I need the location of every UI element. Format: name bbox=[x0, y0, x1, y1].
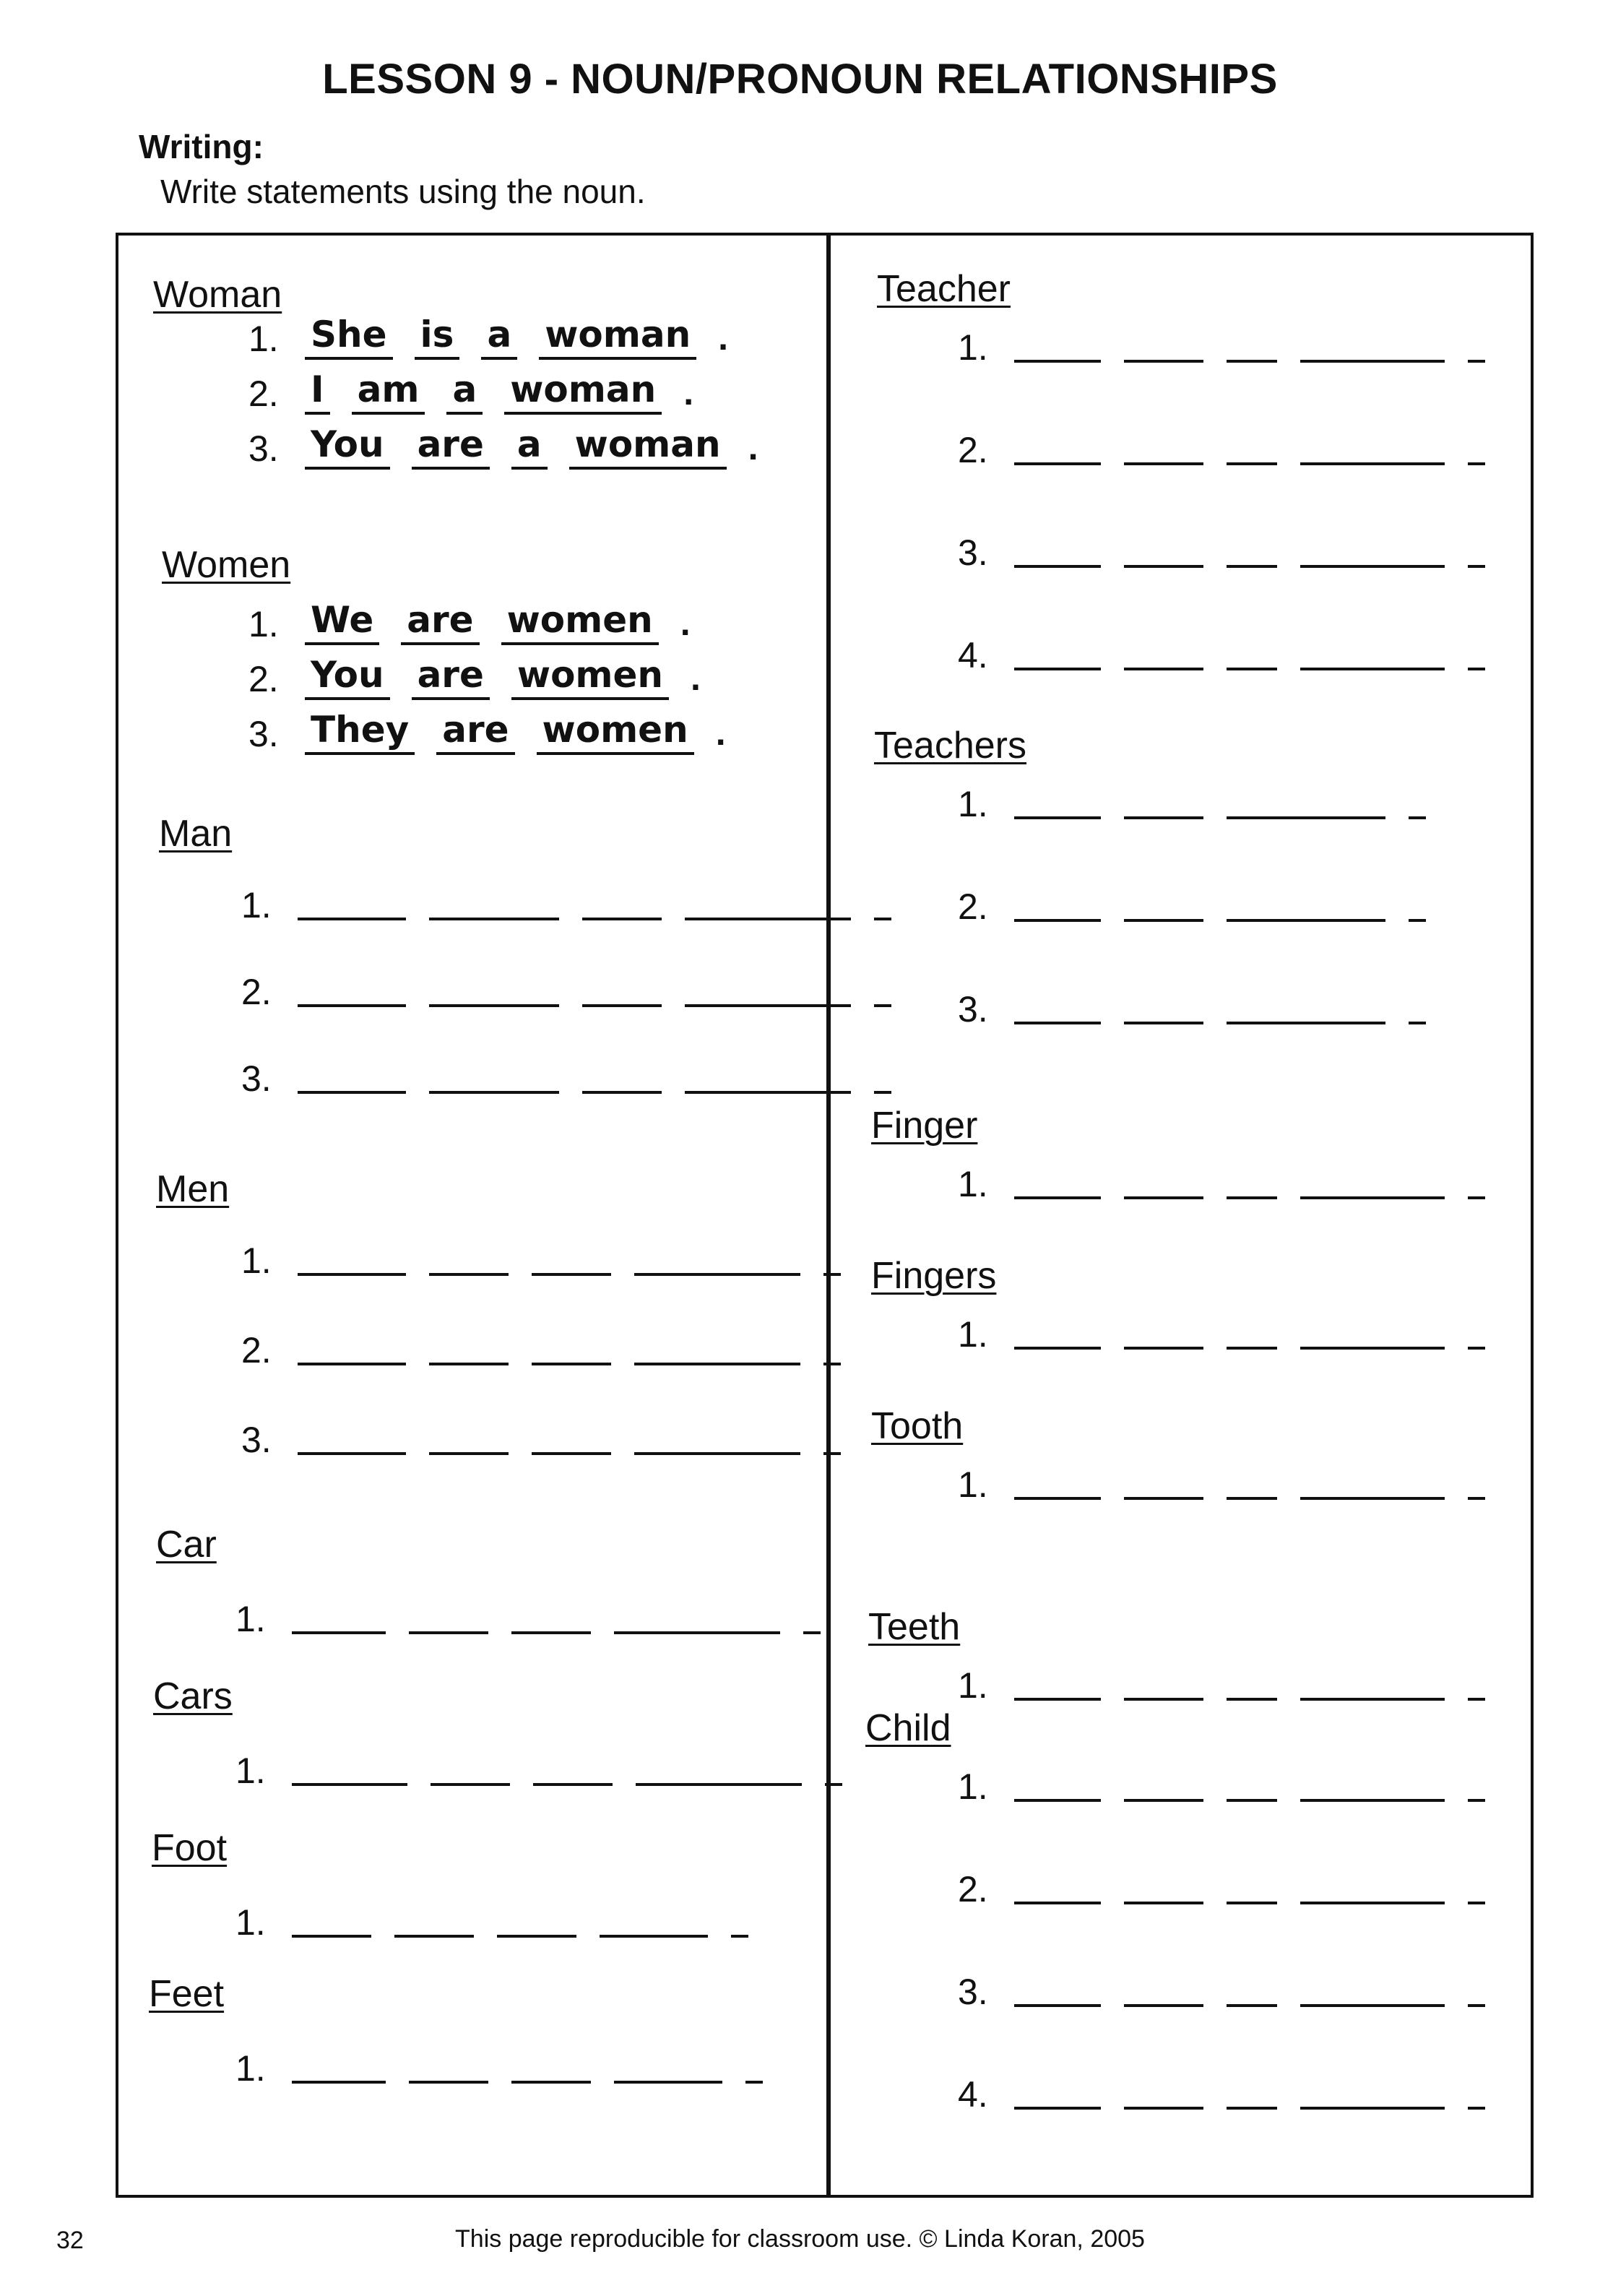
answer-blanks[interactable] bbox=[1014, 360, 1508, 368]
footer-copyright: This page reproducible for classroom use. © Linda Koran, 2005 bbox=[455, 2225, 1145, 2253]
item-number: 2. bbox=[958, 430, 988, 470]
blank-line[interactable] bbox=[1468, 1902, 1485, 1904]
noun-heading-tooth: Tooth bbox=[871, 1405, 964, 1447]
blank-line[interactable] bbox=[533, 1783, 613, 1786]
blank-line[interactable] bbox=[298, 1273, 406, 1276]
answer-line bbox=[235, 1598, 844, 1640]
item-number: 1. bbox=[958, 327, 988, 368]
answer-word: woman bbox=[504, 367, 662, 415]
blank-line[interactable] bbox=[1300, 1902, 1445, 1904]
answer-blanks[interactable] bbox=[1014, 1902, 1508, 1910]
noun-heading-feet: Feet bbox=[149, 1973, 225, 2015]
blank-line[interactable] bbox=[1014, 462, 1101, 465]
answer-blanks[interactable] bbox=[1014, 565, 1508, 574]
blank-line[interactable] bbox=[1227, 462, 1277, 465]
blank-line[interactable] bbox=[1124, 2004, 1203, 2007]
answer-line bbox=[958, 1464, 1508, 1506]
sentence-words bbox=[305, 422, 758, 470]
answer-blanks[interactable] bbox=[298, 1091, 914, 1100]
item-number: 1. bbox=[235, 1751, 266, 1791]
answer-blanks[interactable] bbox=[298, 1452, 864, 1461]
blank-line[interactable] bbox=[1014, 1347, 1101, 1350]
blank-line[interactable] bbox=[394, 1935, 474, 1938]
right-column bbox=[831, 233, 1531, 2198]
blank-line[interactable] bbox=[1468, 1497, 1485, 1500]
item-number: 1. bbox=[235, 2048, 266, 2089]
blank-line[interactable] bbox=[1014, 2004, 1101, 2007]
sentence-period: . bbox=[691, 657, 701, 698]
blank-line[interactable] bbox=[1227, 1347, 1277, 1350]
blank-line[interactable] bbox=[292, 2081, 386, 2084]
answer-blanks[interactable] bbox=[298, 1363, 864, 1371]
noun-heading-woman: Woman bbox=[153, 274, 282, 316]
example-sentence bbox=[248, 312, 728, 360]
answer-blanks[interactable] bbox=[1014, 816, 1449, 825]
sentence-words bbox=[305, 597, 691, 645]
item-number: 1. bbox=[241, 885, 272, 925]
answer-line bbox=[958, 532, 1508, 574]
blank-line[interactable] bbox=[1014, 565, 1101, 568]
blank-line[interactable] bbox=[1468, 2107, 1485, 2110]
item-number: 1. bbox=[958, 1665, 988, 1706]
blank-line[interactable] bbox=[1124, 668, 1203, 670]
answer-word: We bbox=[305, 597, 379, 645]
item-number: 3. bbox=[958, 532, 988, 573]
blank-line[interactable] bbox=[292, 1631, 386, 1634]
blank-line[interactable] bbox=[1124, 1022, 1203, 1024]
blank-line[interactable] bbox=[1124, 919, 1203, 922]
blank-line[interactable] bbox=[1227, 1902, 1277, 1904]
blank-line[interactable] bbox=[409, 2081, 488, 2084]
blank-line[interactable] bbox=[614, 1631, 780, 1634]
answer-line bbox=[958, 1313, 1508, 1355]
example-sentence bbox=[248, 597, 691, 645]
item-number: 2. bbox=[241, 1330, 272, 1371]
answer-word: You bbox=[305, 422, 390, 470]
answer-blanks[interactable] bbox=[298, 1004, 914, 1013]
answer-line bbox=[958, 886, 1449, 928]
blank-line[interactable] bbox=[745, 2081, 763, 2084]
item-number: 3. bbox=[248, 714, 279, 754]
blank-line[interactable] bbox=[429, 1363, 509, 1365]
blank-line[interactable] bbox=[1468, 1196, 1485, 1199]
answer-line bbox=[958, 634, 1508, 676]
answer-blanks[interactable] bbox=[298, 1273, 864, 1282]
answer-word: is bbox=[415, 312, 460, 360]
answer-line bbox=[235, 1902, 771, 1943]
answer-word: woman bbox=[569, 422, 727, 470]
blank-line[interactable] bbox=[1124, 816, 1203, 819]
answer-blanks[interactable] bbox=[1014, 2004, 1508, 2013]
blank-line[interactable] bbox=[1468, 1347, 1485, 1350]
sentence-period: . bbox=[683, 372, 694, 413]
blank-line[interactable] bbox=[1409, 919, 1426, 922]
blank-line[interactable] bbox=[532, 1452, 611, 1455]
blank-line[interactable] bbox=[532, 1273, 611, 1276]
answer-line bbox=[241, 1419, 864, 1461]
blank-line[interactable] bbox=[1300, 2107, 1445, 2110]
blank-line[interactable] bbox=[1014, 1902, 1101, 1904]
blank-line[interactable] bbox=[1124, 1902, 1203, 1904]
item-number: 4. bbox=[958, 635, 988, 676]
answer-word: women bbox=[501, 597, 659, 645]
noun-heading-child: Child bbox=[865, 1707, 951, 1749]
answer-line bbox=[241, 884, 914, 926]
sentence-period: . bbox=[680, 603, 691, 643]
item-number: 3. bbox=[958, 989, 988, 1030]
blank-line[interactable] bbox=[1014, 1196, 1101, 1199]
blank-line[interactable] bbox=[614, 2081, 722, 2084]
example-sentence bbox=[248, 422, 758, 470]
answer-blanks[interactable] bbox=[292, 1935, 771, 1943]
blank-line[interactable] bbox=[634, 1273, 800, 1276]
answer-word: are bbox=[436, 707, 514, 755]
answer-line bbox=[241, 1240, 864, 1282]
blank-line[interactable] bbox=[1300, 565, 1445, 568]
item-number: 2. bbox=[248, 659, 279, 699]
blank-line[interactable] bbox=[1300, 1497, 1445, 1500]
answer-blanks[interactable] bbox=[1014, 1347, 1508, 1355]
answer-word: woman bbox=[539, 312, 696, 360]
blank-line[interactable] bbox=[1227, 2107, 1277, 2110]
blank-line[interactable] bbox=[1409, 816, 1426, 819]
blank-line[interactable] bbox=[1300, 1196, 1445, 1199]
blank-line[interactable] bbox=[1227, 668, 1277, 670]
blank-line[interactable] bbox=[431, 1783, 510, 1786]
item-number: 1. bbox=[958, 1164, 988, 1204]
answer-blanks[interactable] bbox=[1014, 2107, 1508, 2115]
sentence-words bbox=[305, 652, 701, 700]
answer-word: a bbox=[446, 367, 483, 415]
answer-line bbox=[241, 1058, 914, 1100]
noun-heading-men: Men bbox=[156, 1168, 230, 1210]
blank-line[interactable] bbox=[1014, 1022, 1101, 1024]
blank-line[interactable] bbox=[429, 918, 559, 920]
blank-line[interactable] bbox=[1300, 668, 1445, 670]
item-number: 1. bbox=[248, 604, 279, 644]
answer-word: are bbox=[412, 422, 490, 470]
blank-line[interactable] bbox=[409, 1631, 488, 1634]
item-number: 1. bbox=[958, 784, 988, 824]
answer-word: are bbox=[401, 597, 479, 645]
answer-word: women bbox=[537, 707, 694, 755]
page-number: 32 bbox=[56, 2227, 84, 2254]
item-number: 3. bbox=[241, 1058, 272, 1099]
blank-line[interactable] bbox=[1300, 462, 1445, 465]
sentence-period: . bbox=[718, 317, 729, 358]
sentence-words bbox=[305, 312, 728, 360]
answer-word: are bbox=[412, 652, 490, 700]
item-number: 3. bbox=[248, 428, 279, 469]
item-number: 2. bbox=[958, 1869, 988, 1909]
item-number: 1. bbox=[958, 1464, 988, 1505]
blank-line[interactable] bbox=[1227, 1698, 1277, 1701]
blank-line[interactable] bbox=[803, 1631, 821, 1634]
item-number: 2. bbox=[241, 972, 272, 1012]
blank-line[interactable] bbox=[1468, 2004, 1485, 2007]
answer-line bbox=[235, 2047, 786, 2089]
blank-line[interactable] bbox=[1014, 2107, 1101, 2110]
blank-line[interactable] bbox=[511, 2081, 591, 2084]
answer-line bbox=[958, 327, 1508, 368]
blank-line[interactable] bbox=[685, 918, 851, 920]
blank-line[interactable] bbox=[634, 1363, 800, 1365]
answer-blanks[interactable] bbox=[1014, 919, 1449, 928]
blank-line[interactable] bbox=[1300, 360, 1445, 363]
blank-line[interactable] bbox=[1227, 360, 1277, 363]
blank-line[interactable] bbox=[1227, 2004, 1277, 2007]
answer-line bbox=[958, 1766, 1508, 1808]
answer-line bbox=[241, 971, 914, 1013]
instruction-text: Write statements using the noun. bbox=[160, 173, 646, 210]
blank-line[interactable] bbox=[582, 918, 662, 920]
answer-line bbox=[958, 988, 1449, 1030]
example-sentence bbox=[248, 652, 701, 700]
item-number: 3. bbox=[958, 1972, 988, 2012]
answer-line bbox=[958, 783, 1449, 825]
blank-line[interactable] bbox=[1227, 1497, 1277, 1500]
blank-line[interactable] bbox=[298, 1363, 406, 1365]
blank-line[interactable] bbox=[429, 1452, 509, 1455]
blank-line[interactable] bbox=[298, 1004, 406, 1007]
item-number: 3. bbox=[241, 1420, 272, 1460]
answer-word: a bbox=[481, 312, 517, 360]
blank-line[interactable] bbox=[429, 1091, 559, 1094]
answer-word: You bbox=[305, 652, 390, 700]
left-column bbox=[118, 233, 823, 2198]
blank-line[interactable] bbox=[429, 1273, 509, 1276]
item-number: 2. bbox=[248, 374, 279, 414]
answer-word: am bbox=[352, 367, 425, 415]
blank-line[interactable] bbox=[429, 1004, 559, 1007]
noun-heading-teacher: Teacher bbox=[877, 268, 1011, 310]
answer-line bbox=[958, 1868, 1508, 1910]
answer-blanks[interactable] bbox=[292, 1631, 844, 1640]
answer-line bbox=[958, 1163, 1508, 1205]
noun-heading-cars: Cars bbox=[153, 1675, 233, 1717]
blank-line[interactable] bbox=[685, 1004, 851, 1007]
answer-line bbox=[958, 429, 1508, 471]
blank-line[interactable] bbox=[1409, 1022, 1426, 1024]
blank-line[interactable] bbox=[1468, 462, 1485, 465]
answer-blanks[interactable] bbox=[1014, 668, 1508, 676]
blank-line[interactable] bbox=[1124, 360, 1203, 363]
answer-blanks[interactable] bbox=[298, 918, 914, 926]
blank-line[interactable] bbox=[292, 1783, 407, 1786]
noun-heading-man: Man bbox=[159, 813, 233, 855]
blank-line[interactable] bbox=[497, 1935, 576, 1938]
sentence-period: . bbox=[748, 427, 758, 467]
noun-heading-finger: Finger bbox=[871, 1105, 978, 1147]
blank-line[interactable] bbox=[292, 1935, 371, 1938]
blank-line[interactable] bbox=[1468, 565, 1485, 568]
blank-line[interactable] bbox=[1124, 1497, 1203, 1500]
blank-line[interactable] bbox=[298, 1452, 406, 1455]
blank-line[interactable] bbox=[1300, 1347, 1445, 1350]
answer-blanks[interactable] bbox=[1014, 1698, 1508, 1706]
answer-line bbox=[958, 1971, 1508, 2013]
blank-line[interactable] bbox=[1227, 565, 1277, 568]
noun-heading-teachers: Teachers bbox=[874, 725, 1026, 767]
noun-heading-foot: Foot bbox=[152, 1827, 228, 1869]
answer-word: women bbox=[511, 652, 669, 700]
blank-line[interactable] bbox=[1124, 565, 1203, 568]
answer-word: I bbox=[305, 367, 330, 415]
blank-line[interactable] bbox=[1300, 2004, 1445, 2007]
blank-line[interactable] bbox=[1300, 1698, 1445, 1701]
example-sentence bbox=[248, 707, 726, 755]
blank-line[interactable] bbox=[1014, 668, 1101, 670]
blank-line[interactable] bbox=[600, 1935, 708, 1938]
blank-line[interactable] bbox=[634, 1452, 800, 1455]
blank-line[interactable] bbox=[1124, 2107, 1203, 2110]
item-number: 1. bbox=[248, 319, 279, 359]
item-number: 1. bbox=[235, 1902, 266, 1943]
blank-line[interactable] bbox=[1468, 360, 1485, 363]
answer-blanks[interactable] bbox=[1014, 1497, 1508, 1506]
blank-line[interactable] bbox=[1014, 816, 1101, 819]
answer-blanks[interactable] bbox=[292, 2081, 786, 2089]
answer-blanks[interactable] bbox=[1014, 1799, 1508, 1808]
page-title: LESSON 9 - NOUN/PRONOUN RELATIONSHIPS bbox=[322, 56, 1278, 103]
example-sentence bbox=[248, 367, 693, 415]
blank-line[interactable] bbox=[582, 1091, 662, 1094]
answer-blanks[interactable] bbox=[1014, 462, 1508, 471]
blank-line[interactable] bbox=[636, 1783, 802, 1786]
blank-line[interactable] bbox=[298, 1091, 406, 1094]
item-number: 2. bbox=[958, 886, 988, 927]
blank-line[interactable] bbox=[298, 918, 406, 920]
answer-word: She bbox=[305, 312, 393, 360]
item-number: 1. bbox=[958, 1766, 988, 1807]
blank-line[interactable] bbox=[1227, 1196, 1277, 1199]
blank-line[interactable] bbox=[1124, 1347, 1203, 1350]
writing-label: Writing: bbox=[139, 128, 264, 165]
blank-line[interactable] bbox=[1124, 1799, 1203, 1802]
item-number: 1. bbox=[235, 1599, 266, 1639]
blank-line[interactable] bbox=[1014, 360, 1101, 363]
blank-line[interactable] bbox=[1014, 1497, 1101, 1500]
blank-line[interactable] bbox=[1014, 1799, 1101, 1802]
item-number: 1. bbox=[958, 1314, 988, 1355]
blank-line[interactable] bbox=[1124, 462, 1203, 465]
answer-word: a bbox=[511, 422, 548, 470]
answer-line bbox=[241, 1329, 864, 1371]
sentence-period: . bbox=[715, 712, 726, 753]
item-number: 1. bbox=[241, 1240, 272, 1281]
blank-line[interactable] bbox=[1124, 1698, 1203, 1701]
answer-blanks[interactable] bbox=[1014, 1022, 1449, 1030]
blank-line[interactable] bbox=[1227, 816, 1385, 819]
sentence-words bbox=[305, 367, 693, 415]
blank-line[interactable] bbox=[511, 1631, 591, 1634]
blank-line[interactable] bbox=[1468, 1698, 1485, 1701]
item-number: 4. bbox=[958, 2074, 988, 2115]
noun-heading-fingers: Fingers bbox=[871, 1255, 997, 1297]
sentence-words bbox=[305, 707, 726, 755]
answer-line bbox=[235, 1750, 865, 1792]
blank-line[interactable] bbox=[1124, 1196, 1203, 1199]
answer-line bbox=[958, 2073, 1508, 2115]
answer-word: They bbox=[305, 707, 415, 755]
blank-line[interactable] bbox=[1227, 1799, 1277, 1802]
blank-line[interactable] bbox=[1468, 668, 1485, 670]
noun-heading-teeth: Teeth bbox=[868, 1606, 961, 1648]
noun-heading-car: Car bbox=[156, 1524, 217, 1566]
blank-line[interactable] bbox=[1227, 919, 1385, 922]
answer-line bbox=[958, 1665, 1508, 1706]
blank-line[interactable] bbox=[1014, 1698, 1101, 1701]
blank-line[interactable] bbox=[731, 1935, 748, 1938]
blank-line[interactable] bbox=[1014, 919, 1101, 922]
answer-blanks[interactable] bbox=[1014, 1196, 1508, 1205]
blank-line[interactable] bbox=[685, 1091, 851, 1094]
blank-line[interactable] bbox=[532, 1363, 611, 1365]
blank-line[interactable] bbox=[1468, 1799, 1485, 1802]
answer-blanks[interactable] bbox=[292, 1783, 865, 1792]
noun-heading-women: Women bbox=[162, 544, 291, 586]
blank-line[interactable] bbox=[582, 1004, 662, 1007]
blank-line[interactable] bbox=[1227, 1022, 1385, 1024]
blank-line[interactable] bbox=[1300, 1799, 1445, 1802]
